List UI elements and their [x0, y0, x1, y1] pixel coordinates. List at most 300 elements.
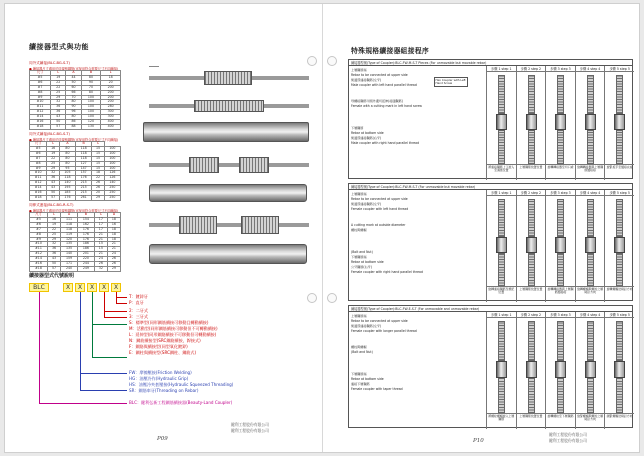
table-cell: 111: [61, 217, 78, 222]
code-label: T：鍍鋅牙: [129, 294, 148, 299]
step-header: 步驟 3 step 3: [546, 190, 575, 196]
step-header: 步驟 5 step 5: [605, 190, 634, 196]
coupler-image: [555, 361, 566, 378]
table-cell: #11: [30, 176, 47, 181]
code-label: L：延伸型(同形鋼筋續接不可移動但可轉動續接): [129, 332, 217, 337]
table-cell: 66: [66, 90, 81, 95]
section-description: Male coupler with left hand parallel thread: [351, 83, 417, 87]
table-cell: 25: [47, 161, 60, 166]
table-cell: 22: [47, 156, 60, 161]
step-column: [575, 190, 605, 302]
table-cell: #12: [30, 110, 51, 115]
step-column: [516, 66, 546, 180]
table-3-note: ● 續接器尺寸適用於同規格鋼筋(可採用符合需要尺寸不同續接): [29, 209, 119, 213]
rebar-image: [498, 130, 505, 165]
code-label: SR：鋼筋車牙(Threading on Rebar): [129, 388, 199, 393]
step-caption: 旋轉轉接器與上層鋼筋續接接: [576, 164, 605, 180]
section-description: Male coupler with right hand parallel thread: [351, 141, 420, 145]
table-cell: 80: [59, 156, 75, 161]
coupler-drawing-4: [149, 212, 309, 238]
table-cell: 88: [66, 124, 81, 129]
rebar-image: [498, 253, 505, 287]
table-cell: #5: [30, 217, 48, 222]
code-label: 3：三牙式: [129, 314, 148, 319]
section-description: Rebar to be connected at upper side: [351, 197, 408, 201]
table-cell: #18: [30, 266, 48, 271]
step-caption: 上層鋼筋放置位置: [517, 413, 546, 429]
punch-hole: [307, 56, 317, 66]
table-cell: #7: [30, 156, 47, 161]
table-row: [30, 266, 121, 271]
table-cell: 215: [76, 191, 92, 196]
rebar-image: [528, 130, 535, 165]
table-cell: #8: [30, 161, 47, 166]
rebar-image: [587, 199, 594, 237]
code-label: E：鋼柱與續接型(SRC鋼柱、鋼筋式): [129, 350, 197, 355]
connector-line: [80, 292, 81, 391]
rebar-image: [557, 378, 564, 414]
code-label: HG：油壓冷作(Hydraulic Grip): [129, 376, 189, 381]
code-label: N：鋼筋續接型(SRC鋼筋續接，銲接式): [129, 338, 201, 343]
step-column: [486, 312, 516, 429]
table-cell: 140: [104, 181, 120, 186]
table-cell: 249: [77, 266, 94, 271]
step-column: [604, 312, 634, 429]
table-cell: 100: [104, 146, 120, 151]
step-header: 步驟 4 step 4: [576, 312, 605, 318]
step-header: 步驟 2 step 2: [517, 312, 546, 318]
table-cell: 15: [94, 247, 107, 252]
table-cell: 159: [61, 257, 78, 262]
table-cell: 105: [59, 171, 75, 176]
table-cell: 140: [61, 252, 78, 257]
table-cell: 43: [51, 115, 66, 120]
code-title: 續接器型式代號說明: [29, 273, 75, 279]
code-box-4: X: [99, 283, 109, 292]
table-3-title: 同伸式連接(BLC-BG-R-S-T): [29, 203, 74, 207]
table-cell: 22: [51, 80, 66, 85]
table-cell: 19: [47, 151, 60, 156]
section-description: 銜頭部連接鋼筋(右牙): [351, 136, 382, 140]
coupler-image: [614, 237, 625, 253]
table-cell: 95: [59, 166, 75, 171]
table-cell: 26: [107, 257, 120, 262]
coupler-image: [585, 114, 596, 131]
table-cell: 244: [77, 262, 94, 267]
section-description: 銜頭部連接鋼筋(左牙): [351, 324, 382, 328]
table-cell: 118: [61, 227, 78, 232]
table-cell: 20: [101, 80, 121, 85]
section-2-header: 續接器型號(Type of Coupler):BLC-FW-M-S-T (For unmovable but movable rebar): [349, 184, 632, 190]
table-cell: #9: [30, 237, 48, 242]
step-column: [545, 190, 575, 302]
table-cell: 126: [104, 171, 120, 176]
table-cell: 215: [76, 181, 92, 186]
table-row: [30, 195, 121, 200]
table-cell: 29: [47, 166, 60, 171]
table-2-note: ● 續接器尺寸適用於同規格鋼筋(可採用符合需要尺寸不同續接): [29, 138, 119, 142]
table-cell: 17: [94, 227, 107, 232]
table-header-cell: L: [101, 71, 121, 76]
section-description: Rebar to be connected at upper side: [351, 73, 408, 77]
step-caption: 將連接鋼筋上下旋入至適當位置: [487, 164, 516, 180]
table-cell: 21: [94, 232, 107, 237]
table-cell: 200: [101, 90, 121, 95]
table-cell: 26: [92, 186, 105, 191]
table-cell: 215: [76, 186, 92, 191]
table-cell: 15: [92, 151, 105, 156]
table-header-cell: 尺寸: [30, 213, 48, 218]
table-cell: 185: [59, 191, 75, 196]
table-cell: #7: [30, 85, 51, 90]
table-cell: 118: [76, 156, 92, 161]
table-cell: 57: [48, 266, 61, 271]
rebar-image: [528, 199, 535, 237]
table-cell: 15: [92, 166, 105, 171]
table-cell: 250: [104, 186, 120, 191]
table-cell: 21: [94, 237, 107, 242]
code-label: FW：摩擦壓接(Friction Welding): [129, 370, 192, 375]
table-cell: 80: [81, 75, 101, 80]
table-cell: 186: [77, 247, 94, 252]
table-cell: 220: [77, 257, 94, 262]
table-cell: 50: [66, 80, 81, 85]
table-cell: 186: [77, 242, 94, 247]
table-cell: 21: [107, 247, 120, 252]
table-cell: #10: [30, 171, 47, 176]
right-footer-company-2: 鍵利工程股份有限公司: [549, 438, 587, 443]
connector-line: [116, 303, 127, 304]
section-description: A cutting mark at outside diameter: [351, 223, 406, 227]
rebar-image: [587, 130, 594, 165]
table-header-cell: 尺寸: [30, 71, 51, 76]
step-caption: 旋轉轉接器與上層鋼筋續接接: [546, 286, 575, 302]
table-cell: 200: [101, 85, 121, 90]
right-page: [323, 4, 641, 452]
table-cell: 17: [94, 217, 107, 222]
table-cell: 250: [104, 191, 120, 196]
table-cell: 118: [61, 222, 78, 227]
coupler-image: [585, 237, 596, 253]
coupler-image: [614, 361, 625, 378]
coupler-photo-1: [143, 122, 309, 142]
table-cell: 60: [66, 85, 81, 90]
rebar-image: [616, 199, 623, 237]
procedure-section-3: [348, 305, 633, 428]
section-description: 下層鋼筋端: [351, 255, 367, 259]
table-cell: #11: [30, 247, 48, 252]
table-cell: 100: [81, 115, 101, 120]
rebar-image: [616, 75, 623, 114]
coupler-image: [526, 237, 537, 253]
connector-line: [104, 317, 127, 318]
code-label: M：活動型(同形鋼筋續接可移動但不可轉動續接): [129, 326, 218, 331]
table-header-cell: C: [92, 142, 105, 147]
coupler-image: [585, 361, 596, 378]
step-header: 步驟 3 step 3: [546, 312, 575, 318]
code-box-5: X: [111, 283, 121, 292]
section-description: Rebar at bottom side: [351, 377, 384, 381]
section-description: 下層鋼筋: [351, 126, 364, 130]
table-cell: 280: [101, 105, 121, 110]
step-caption: 鎖緊螺帽逆時針方向: [605, 413, 634, 429]
table-header-cell: A: [66, 71, 81, 76]
step-caption: 旋轉螺帽與螺栓之順時針方向: [576, 286, 605, 302]
table-cell: 26: [92, 181, 105, 186]
table-cell: 240: [61, 266, 78, 271]
table-cell: 18: [107, 237, 120, 242]
table-header-cell: B: [77, 213, 94, 218]
table-cell: #8: [30, 232, 48, 237]
section-description: Rebar to be connected at upper side: [351, 319, 408, 323]
step-header: 步驟 5 step 5: [605, 66, 634, 72]
table-cell: 400: [101, 120, 121, 125]
table-cell: 80: [59, 161, 75, 166]
table-cell: 32: [94, 266, 107, 271]
table-cell: 70: [81, 85, 101, 90]
table-cell: 36: [47, 176, 60, 181]
table-cell: 157: [76, 171, 92, 176]
table-cell: 57: [47, 195, 60, 200]
coupler-image: [526, 114, 537, 131]
left-footer-company-2: 鍵利工程股份有限公司: [231, 428, 269, 433]
step-caption: 上層鋼筋放置位置: [517, 164, 546, 180]
code-box-3: X: [87, 283, 97, 292]
table-header-cell: B: [81, 71, 101, 76]
table-cell: 120: [81, 120, 101, 125]
step-column: [486, 66, 516, 180]
table-cell: 44: [66, 75, 81, 80]
table-cell: 130: [81, 124, 101, 129]
table-cell: 32: [51, 100, 66, 105]
spec-table-2: [29, 141, 121, 201]
table-cell: 18: [101, 75, 121, 80]
table-cell: #18: [30, 195, 47, 200]
table-cell: 147: [76, 166, 92, 171]
section-description: 上層鋼筋端: [351, 68, 367, 72]
right-page-number: P10: [473, 438, 484, 444]
table-cell: #14: [30, 186, 47, 191]
connector-line: [92, 357, 127, 358]
step-caption: 旋轉螺栓至下層鋼筋: [546, 413, 575, 429]
table-cell: 24: [94, 257, 107, 262]
table-cell: 176: [77, 237, 94, 242]
table-cell: 80: [59, 146, 75, 151]
table-cell: #14: [30, 115, 51, 120]
section-description: 銜頭部連接鋼筋(左牙): [351, 202, 382, 206]
table-header-cell: B: [76, 142, 92, 147]
step-column: [575, 66, 605, 180]
table-header-cell: A: [61, 213, 78, 218]
coupler-drawing-1: [149, 66, 309, 90]
table-cell: 261: [76, 195, 92, 200]
rebar-image: [557, 253, 564, 287]
table-2-title: 同外式續接(BLC-BG-S-T): [29, 132, 70, 136]
section-description: 上層鋼筋端: [351, 192, 367, 196]
left-page: [5, 4, 323, 452]
step-header: 步驟 2 step 2: [517, 66, 546, 72]
table-cell: #6: [30, 151, 47, 156]
connector-line: [39, 403, 127, 404]
table-cell: 36: [48, 247, 61, 252]
table-cell: 18: [92, 171, 105, 176]
table-cell: 18: [107, 232, 120, 237]
table-cell: 140: [59, 181, 75, 186]
step-caption: 旋緊扳手至續接完成: [605, 164, 634, 180]
coupler-image: [555, 237, 566, 253]
table-cell: #12: [30, 252, 48, 257]
table-cell: 15: [92, 156, 105, 161]
table-cell: 171: [61, 262, 78, 267]
rebar-image: [498, 321, 505, 361]
table-cell: #14: [30, 257, 48, 262]
rebar-image: [616, 378, 623, 414]
table-header-cell: L: [48, 213, 61, 218]
table-cell: 25: [48, 232, 61, 237]
connector-line: [39, 292, 40, 404]
procedure-section-1: [348, 59, 633, 179]
table-cell: 118: [59, 176, 75, 181]
table-cell: #11: [30, 105, 51, 110]
section-description: Female coupler with longer parallel thread: [351, 329, 417, 333]
coupler-image: [614, 114, 625, 131]
section-description: 下層鋼筋端: [351, 372, 367, 376]
rebar-image: [498, 75, 505, 114]
section-1-callout: Hex Coupler with Left Hand Screw: [434, 77, 468, 87]
connector-line: [104, 311, 127, 312]
table-cell: 100: [104, 166, 120, 171]
table-cell: 86: [66, 120, 81, 125]
table-cell: 118: [76, 146, 92, 151]
section-description: (Bolt and Nut): [351, 350, 373, 354]
table-cell: #5: [30, 146, 47, 151]
table-cell: 90: [66, 105, 81, 110]
section-description: 銜頭部連接鋼筋(左牙): [351, 78, 382, 82]
table-cell: 36: [51, 110, 66, 115]
table-cell: #6: [30, 80, 51, 85]
code-label: HS：油壓冷夾套壓接(Hydraulic Squeezed Threading): [129, 382, 234, 387]
step-caption: 將螺栓螺帽旋入上層鋼筋: [487, 413, 516, 429]
section-description: 公牙鋼筋(右牙): [351, 265, 372, 269]
rebar-image: [616, 130, 623, 165]
code-box-1: X: [63, 283, 73, 292]
table-cell: 126: [104, 176, 120, 181]
rebar-image: [528, 321, 535, 361]
connector-line: [80, 390, 127, 391]
table-cell: 50: [51, 120, 66, 125]
coupler-image: [496, 237, 507, 253]
table-cell: 29: [48, 237, 61, 242]
step-caption: 上層鋼筋放置位置: [517, 286, 546, 302]
table-cell: #9: [30, 95, 51, 100]
rebar-image: [557, 321, 564, 361]
table-cell: 50: [48, 262, 61, 267]
table-header-cell: L: [47, 142, 60, 147]
table-cell: #18: [30, 124, 51, 129]
step-column: [516, 312, 546, 429]
table-cell: 26: [94, 262, 107, 267]
table-cell: #8: [30, 90, 51, 95]
table-cell: 18: [107, 227, 120, 232]
step-header: 步驟 3 step 3: [546, 66, 575, 72]
table-cell: 135: [61, 247, 78, 252]
step-caption: 旋轉連接鋼筋至標記位置: [487, 286, 516, 302]
section-1-header: 續接器型號(Type of Coupler):BLC-FW-M-S-T Pieces (For unmovable but movable rebar): [349, 60, 632, 66]
table-cell: 29: [51, 95, 66, 100]
table-cell: 195: [59, 186, 75, 191]
table-cell: 43: [48, 257, 61, 262]
table-cell: 127: [76, 161, 92, 166]
coupler-photo-3: [149, 244, 307, 264]
table-cell: 16: [107, 222, 120, 227]
rebar-image: [557, 75, 564, 114]
table-cell: #9: [30, 166, 47, 171]
step-column: [545, 66, 575, 180]
right-page-title: 特殊規格續接器組接程序: [351, 47, 430, 55]
coupler-photo-2: [149, 184, 307, 202]
table-cell: 36: [48, 252, 61, 257]
coupler-image: [496, 361, 507, 378]
section-description: 母螺接鋼筋牛圈外邊切延伸(接頭鋼筋): [351, 99, 403, 103]
rebar-image: [587, 75, 594, 114]
section-description: Female coupler with right hand parallel thread: [351, 270, 423, 274]
connector-line: [92, 292, 93, 358]
code-label: F：鋼筋與續接型(同型氧化鍍鋅): [129, 344, 188, 349]
table-cell: 250: [104, 195, 120, 200]
coupler-drawing-2: [149, 97, 309, 115]
table-cell: 43: [47, 181, 60, 186]
table-cell: 32: [48, 242, 61, 247]
table-cell: 100: [104, 156, 120, 161]
section-description: Female coupler with taper thread: [351, 387, 403, 391]
table-cell: 80: [81, 90, 101, 95]
table-cell: 100: [81, 105, 101, 110]
table-cell: 90: [81, 80, 101, 85]
spec-table-1: [29, 70, 121, 130]
step-column: [604, 66, 634, 180]
table-cell: 100: [104, 161, 120, 166]
table-cell: 135: [61, 242, 78, 247]
table-cell: 15: [92, 161, 105, 166]
step-header: 步驟 5 step 5: [605, 312, 634, 318]
section-description: (Bolt and Nut): [351, 250, 373, 254]
section-description: Rebar at bottom side: [351, 131, 384, 135]
step-header: 步驟 1 step 1: [487, 66, 516, 72]
rebar-image: [498, 378, 505, 414]
section-3-header: 續接器型號(Type of Coupler):BLC-FW-E-S-T (For unmovable and unmovable rebar): [349, 306, 632, 312]
table-cell: 300: [101, 115, 121, 120]
table-cell: 100: [81, 95, 101, 100]
table-cell: 26: [107, 262, 120, 267]
table-cell: #7: [30, 227, 48, 232]
table-cell: 29: [92, 195, 105, 200]
table-cell: 57: [51, 124, 66, 129]
table-cell: 16: [47, 146, 60, 151]
right-footer-company-1: 鍵利工程股份有限公司: [549, 432, 587, 437]
table-cell: 176: [76, 176, 92, 181]
table-cell: 200: [101, 95, 121, 100]
table-cell: #16: [30, 262, 48, 267]
table-cell: 15: [92, 146, 105, 151]
table-cell: 15: [94, 242, 107, 247]
table-cell: 100: [81, 110, 101, 115]
coupler-image: [496, 114, 507, 131]
table-cell: 176: [59, 195, 75, 200]
coupler-drawing-3: [149, 151, 309, 179]
step-column: [604, 190, 634, 302]
table-cell: 22: [51, 85, 66, 90]
step-header: 步驟 1 step 1: [487, 312, 516, 318]
